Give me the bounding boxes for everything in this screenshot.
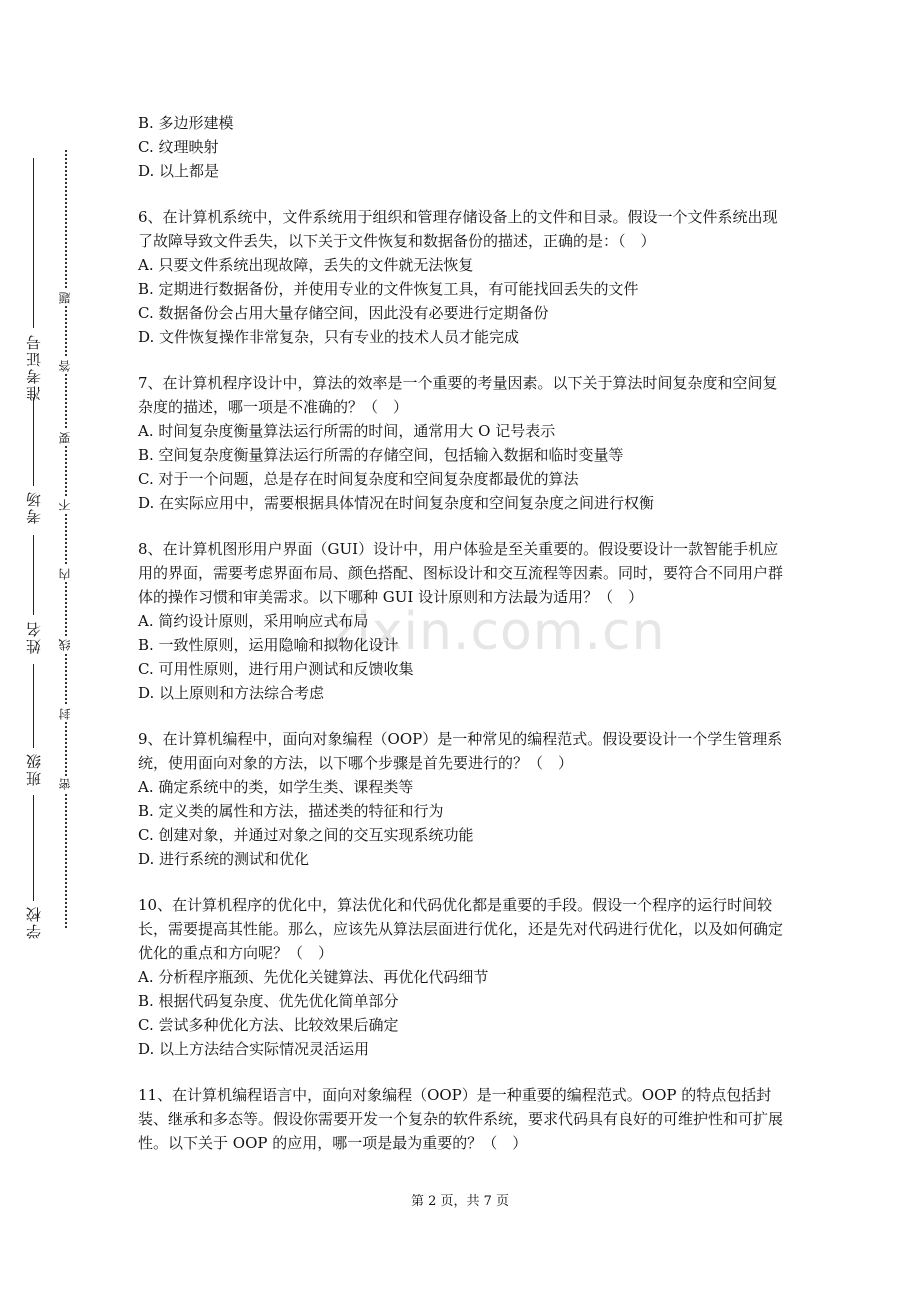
seal-char-bu: 不: [58, 499, 72, 511]
option-b: B. 一致性原则，运用隐喻和拟物化设计: [138, 636, 399, 654]
question-stem: 10、在计算机程序的优化中，算法优化和代码优化都是重要的手段。假设一个程序的运行时间较长，需要提高其性能。那么，应该先从算法层面进行优化，还是先对代码进行优化，以及如何确定优化的重点和方向呢？（ ）: [138, 896, 784, 962]
option-a: A. 只要文件系统出现故障，丢失的文件就无法恢复: [138, 256, 474, 274]
class-line: [33, 664, 34, 748]
seal-char-mi: 密: [58, 778, 72, 790]
option-c: C. 可用性原则，进行用户测试和反馈收集: [138, 660, 414, 678]
option-a: A. 分析程序瓶颈、先优化关键算法、再优化代码细节: [138, 968, 489, 986]
seal-char-da: 答: [58, 360, 72, 372]
question-stem: 8、在计算机图形用户界面（GUI）设计中，用户体验是至关重要的。假设要设计一款智能手机应用的界面，需要考虑界面布局、颜色搭配、图标设计和交互流程等因素。同时，要符合不同用户群体的操作习惯和审美需求。以下哪种 GUI 设计原则和方法最为适用？（ ）: [138, 540, 784, 606]
seal-char-ti: 题: [58, 292, 72, 304]
option-c: C. 尝试多种优化方法、比较效果后确定: [138, 1016, 399, 1034]
seal-char-xian: 线: [58, 639, 72, 651]
watermark: zixin.com.cn: [328, 602, 666, 662]
exam-room-label: 考场: [25, 490, 43, 524]
exam-number-line: [33, 158, 34, 328]
seal-dotted-line: [65, 150, 67, 928]
question-11: [138, 1083, 788, 1155]
option-a: A. 简约设计原则，采用响应式布局: [138, 612, 369, 630]
question-7: [138, 371, 788, 515]
question-stem: 7、在计算机程序设计中，算法的效率是一个重要的考量因素。以下关于算法时间复杂度和空间复杂度的描述，哪一项是不准确的？（ ）: [138, 374, 778, 416]
option-a: A. 确定系统中的类，如学生类、课程类等: [138, 778, 414, 796]
class-label: 班级: [25, 752, 43, 786]
option-d: D. 在实际应用中，需要根据具体情况在时间复杂度和空间复杂度之间进行权衡: [138, 494, 655, 512]
name-line: [33, 535, 34, 615]
question-6: [138, 205, 788, 349]
option-d: D. 进行系统的测试和优化: [138, 850, 310, 868]
option-b: B. 多边形建模: [138, 114, 234, 132]
question-stem: 6、在计算机系统中，文件系统用于组织和管理存储设备上的文件和目录。假设一个文件系统出现了故障导致文件丢失，以下关于文件恢复和数据备份的描述，正确的是：（ ）: [138, 208, 778, 250]
question-stem: 11、在计算机编程语言中，面向对象编程（OOP）是一种重要的编程范式。OOP 的特点包括封装、继承和多态等。假设你需要开发一个复杂的软件系统，要求代码具有良好的可维护性和可扩展性。以下关于 OOP 的应用，哪一项是最为重要的？（ ）: [138, 1086, 784, 1152]
name-label: 姓名: [25, 620, 43, 654]
school-label: 学校: [25, 905, 43, 939]
question-8: [138, 537, 788, 705]
question-content: [138, 111, 788, 1155]
previous-question-options: [138, 111, 788, 183]
option-b: B. 定期进行数据备份，并使用专业的文件恢复工具，有可能找回丢失的文件: [138, 280, 639, 298]
option-d: D. 文件恢复操作非常复杂，只有专业的技术人员才能完成: [138, 328, 520, 346]
option-b: B. 根据代码复杂度、优先优化简单部分: [138, 992, 399, 1010]
page-number: 第 2 页，共 7 页: [410, 1194, 510, 1209]
option-b: B. 定义类的属性和方法，描述类的特征和行为: [138, 802, 444, 820]
option-d: D. 以上原则和方法综合考虑: [138, 684, 325, 702]
option-d: D. 以上方法结合实际情况灵活运用: [138, 1040, 370, 1058]
option-c: C. 对于一个问题，总是存在时间复杂度和空间复杂度都最优的算法: [138, 470, 579, 488]
option-c: C. 创建对象，并通过对象之间的交互实现系统功能: [138, 826, 474, 844]
seal-char-nei: 内: [58, 568, 72, 580]
school-line: [33, 795, 34, 901]
option-c: C. 纹理映射: [138, 138, 219, 156]
question-9: [138, 727, 788, 871]
exam-number-label: 准考证号: [25, 333, 43, 401]
question-stem: 9、在计算机编程中，面向对象编程（OOP）是一种常见的编程范式。假设要设计一个学生管理系统，使用面向对象的方法，以下哪个步骤是首先要进行的？（ ）: [138, 730, 783, 772]
seal-char-yao: 要: [58, 432, 72, 444]
option-d: D. 以上都是: [138, 162, 220, 180]
exam-room-line: [33, 398, 34, 486]
option-c: C. 数据备份会占用大量存储空间，因此没有必要进行定期备份: [138, 304, 549, 322]
option-b: B. 空间复杂度衡量算法运行所需的存储空间，包括输入数据和临时变量等: [138, 446, 624, 464]
seal-char-feng: 封: [58, 708, 72, 720]
option-a: A. 时间复杂度衡量算法运行所需的时间，通常用大 O 记号表示: [138, 422, 556, 440]
question-10: [138, 893, 788, 1061]
